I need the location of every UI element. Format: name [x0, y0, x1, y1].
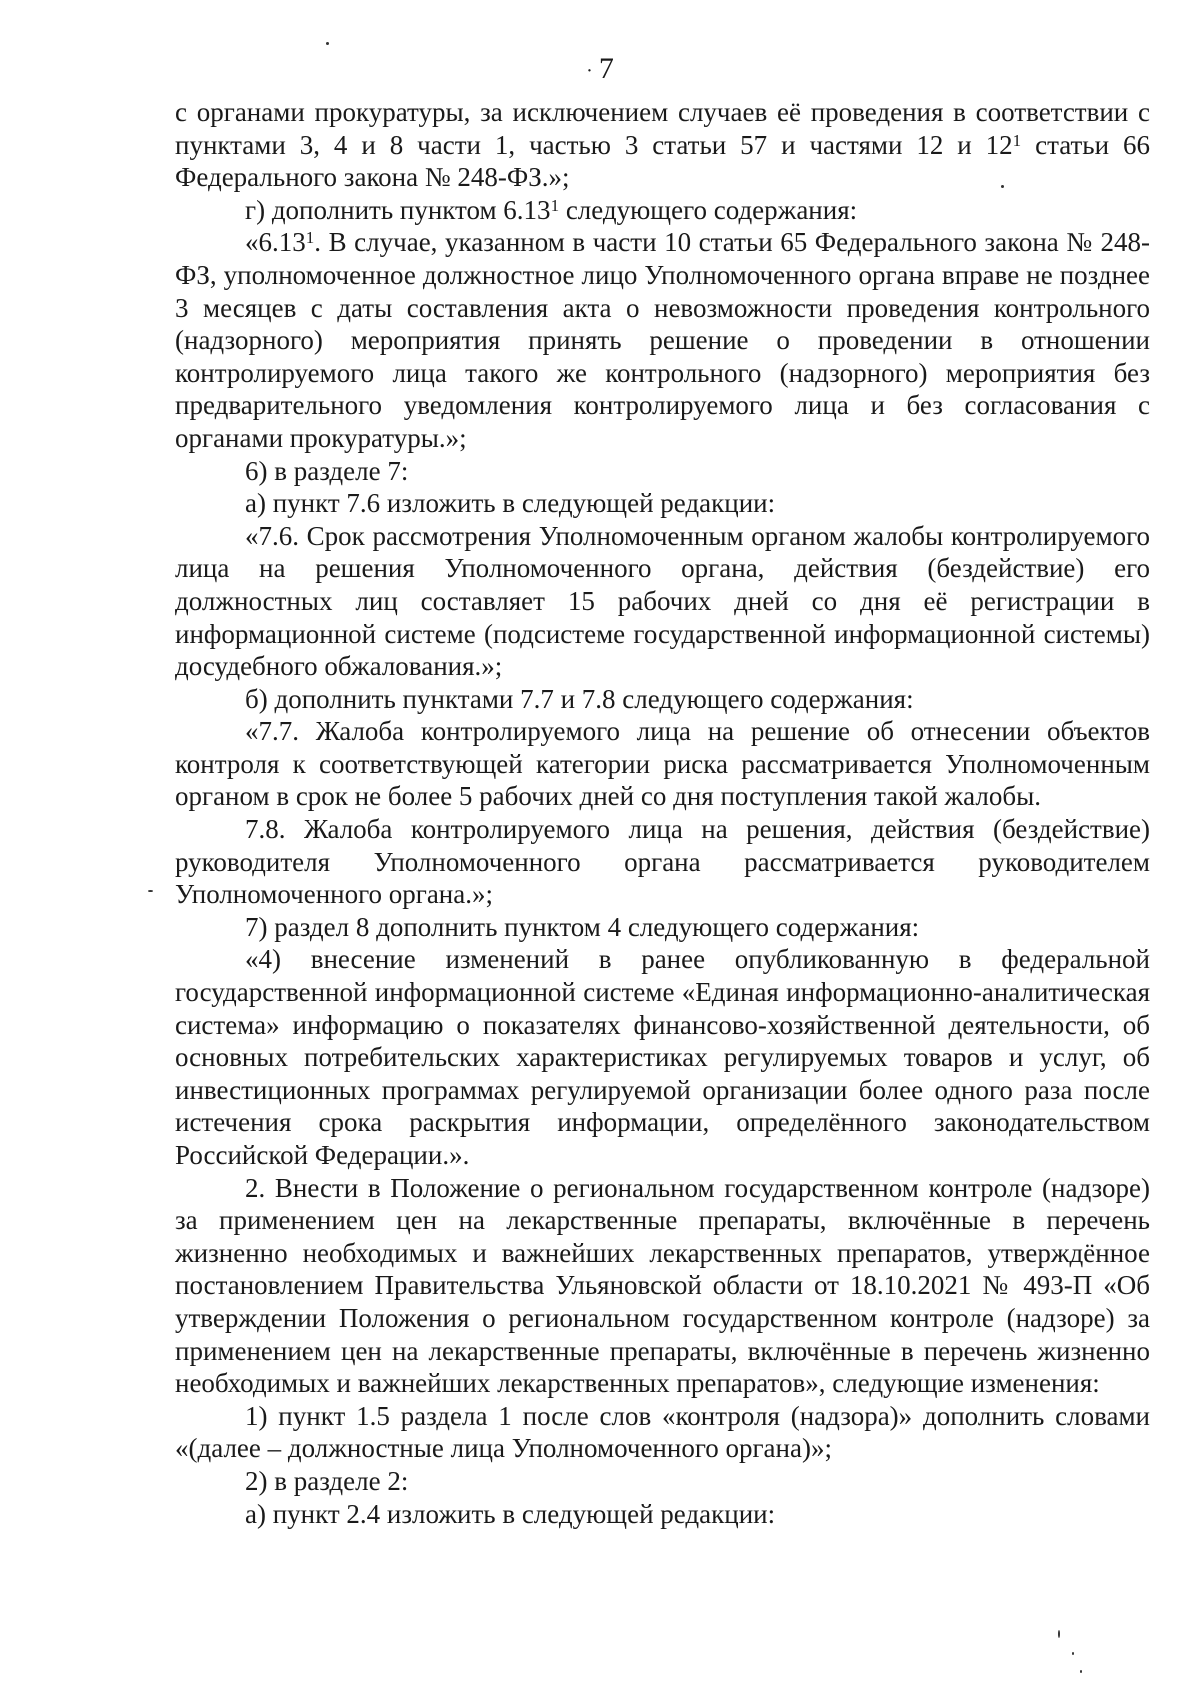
paragraph: [175, 813, 1150, 911]
superscript: 1: [550, 195, 560, 215]
paragraph: [175, 520, 1150, 683]
paragraph: [175, 1172, 1150, 1400]
paragraph: [175, 226, 1150, 454]
paragraph: [175, 715, 1150, 813]
paragraph: [175, 943, 1150, 1171]
scan-speck: [1058, 1630, 1060, 1638]
superscript: 1: [305, 228, 315, 248]
paragraph: [175, 455, 1150, 488]
paragraph-text: 2) в разделе 2:: [245, 1465, 409, 1496]
paragraph-text: . В случае, указанном в части 10 статьи 65 Федерального закона № 248-ФЗ, уполномоченное должностное лицо Уполномоченного органа вправе не позднее 3 месяцев с даты составления акта о невозможности проведения контрольного (надзорного) мероприятия принять решение о проведении в отношении контролируемого лица такого же контрольного (надзорного) мероприятия без предварительного уведомления контролируемого лица и без согласования с органами прокуратуры.»;: [175, 227, 1150, 453]
paragraph-text: 6) в разделе 7:: [245, 455, 409, 486]
paragraph-text: «7.7. Жалоба контролируемого лица на решение об отнесении объектов контроля к соответствующей категории риска рассматривается Уполномоченным органом в срок не более 5 рабочих дней со дня поступления такой жалобы.: [175, 716, 1150, 812]
document-body: [175, 96, 1150, 1530]
paragraph-text: «7.6. Срок рассмотрения Уполномоченным органом жалобы контролируемого лица на решения Уполномоченного органа, действия (бездействие) его должностных лиц составляет 15 рабочих дней со дня её регистрации в информационной системе (подсистеме государственной информационной системы) досудебного обжалования.»;: [175, 520, 1150, 682]
paragraph-text: «6.13: [245, 227, 306, 258]
paragraph: [175, 1498, 1150, 1531]
scan-speck: [1080, 1670, 1082, 1673]
scan-speck: [1072, 1652, 1074, 1655]
paragraph: [175, 487, 1150, 520]
page-number: [0, 52, 1200, 88]
scan-speck: [148, 890, 153, 892]
paragraph-text: следующего содержания:: [559, 194, 858, 225]
paragraph-text: с органами прокуратуры, за исключением случаев её проведения в соответствии с пунктами 3, 4 и 8 части 1, частью 3 статьи 57 и частями 12 и 12: [175, 97, 1150, 160]
superscript: 1: [1012, 130, 1022, 150]
paragraph: [175, 1465, 1150, 1498]
scan-speck: [326, 42, 329, 45]
paragraph-text: б) дополнить пунктами 7.7 и 7.8 следующего содержания:: [245, 683, 914, 714]
paragraph: [175, 683, 1150, 716]
paragraph-text: а) пункт 7.6 изложить в следующей редакции:: [245, 488, 776, 519]
paragraph-text: 2. Внести в Положение о региональном государственном контроле (надзоре) за применением цен на лекарственные препараты, включённые в перечень жизненно необходимых и важнейших лекарственных препаратов, утверждённое постановлением Правительства Ульяновской области от 18.10.2021 № 493-П «Об утверждении Положения о региональном государственном контроле (надзоре) за применением цен на лекарственные препараты, включённые в перечень жизненно необходимых и важнейших лекарственных препаратов», следующие изменения:: [175, 1172, 1150, 1399]
paragraph-text: 7.8. Жалоба контролируемого лица на решения, действия (бездействие) руководителя Уполномоченного органа рассматривается руководителем Уполномоченного органа.»;: [175, 814, 1150, 910]
scan-speck: [1001, 185, 1004, 188]
page-number-text: 7: [598, 52, 614, 85]
paragraph-text: 1) пункт 1.5 раздела 1 после слов «контроля (надзора)» дополнить словами «(далее – должностные лица Уполномоченного органа)»;: [175, 1400, 1150, 1464]
scan-dot: ·: [586, 60, 593, 83]
paragraph-text: «4) внесение изменений в ранее опубликованную в федеральной государственной информационной системе «Единая информационно-аналитическая система» информацию о показателях финансово-хозяйственной деятельности, об основных потребительских характеристиках регулируемых товаров и услуг, об инвестиционных программах регулируемой организации более одного раза после истечения срока раскрытия информации, определённого законодательством Российской Федерации.».: [175, 944, 1150, 1170]
paragraph-text: статьи 66 Федерального закона № 248-ФЗ.»;: [175, 129, 1150, 193]
paragraph-text: а) пункт 2.4 изложить в следующей редакции:: [245, 1498, 776, 1529]
paragraph: [175, 1400, 1150, 1465]
paragraph-text: 7) раздел 8 дополнить пунктом 4 следующего содержания:: [245, 911, 920, 942]
paragraph: [175, 911, 1150, 944]
paragraph: [175, 96, 1150, 194]
paragraph: [175, 194, 1150, 227]
paragraph-text: г) дополнить пунктом 6.13: [245, 194, 551, 225]
